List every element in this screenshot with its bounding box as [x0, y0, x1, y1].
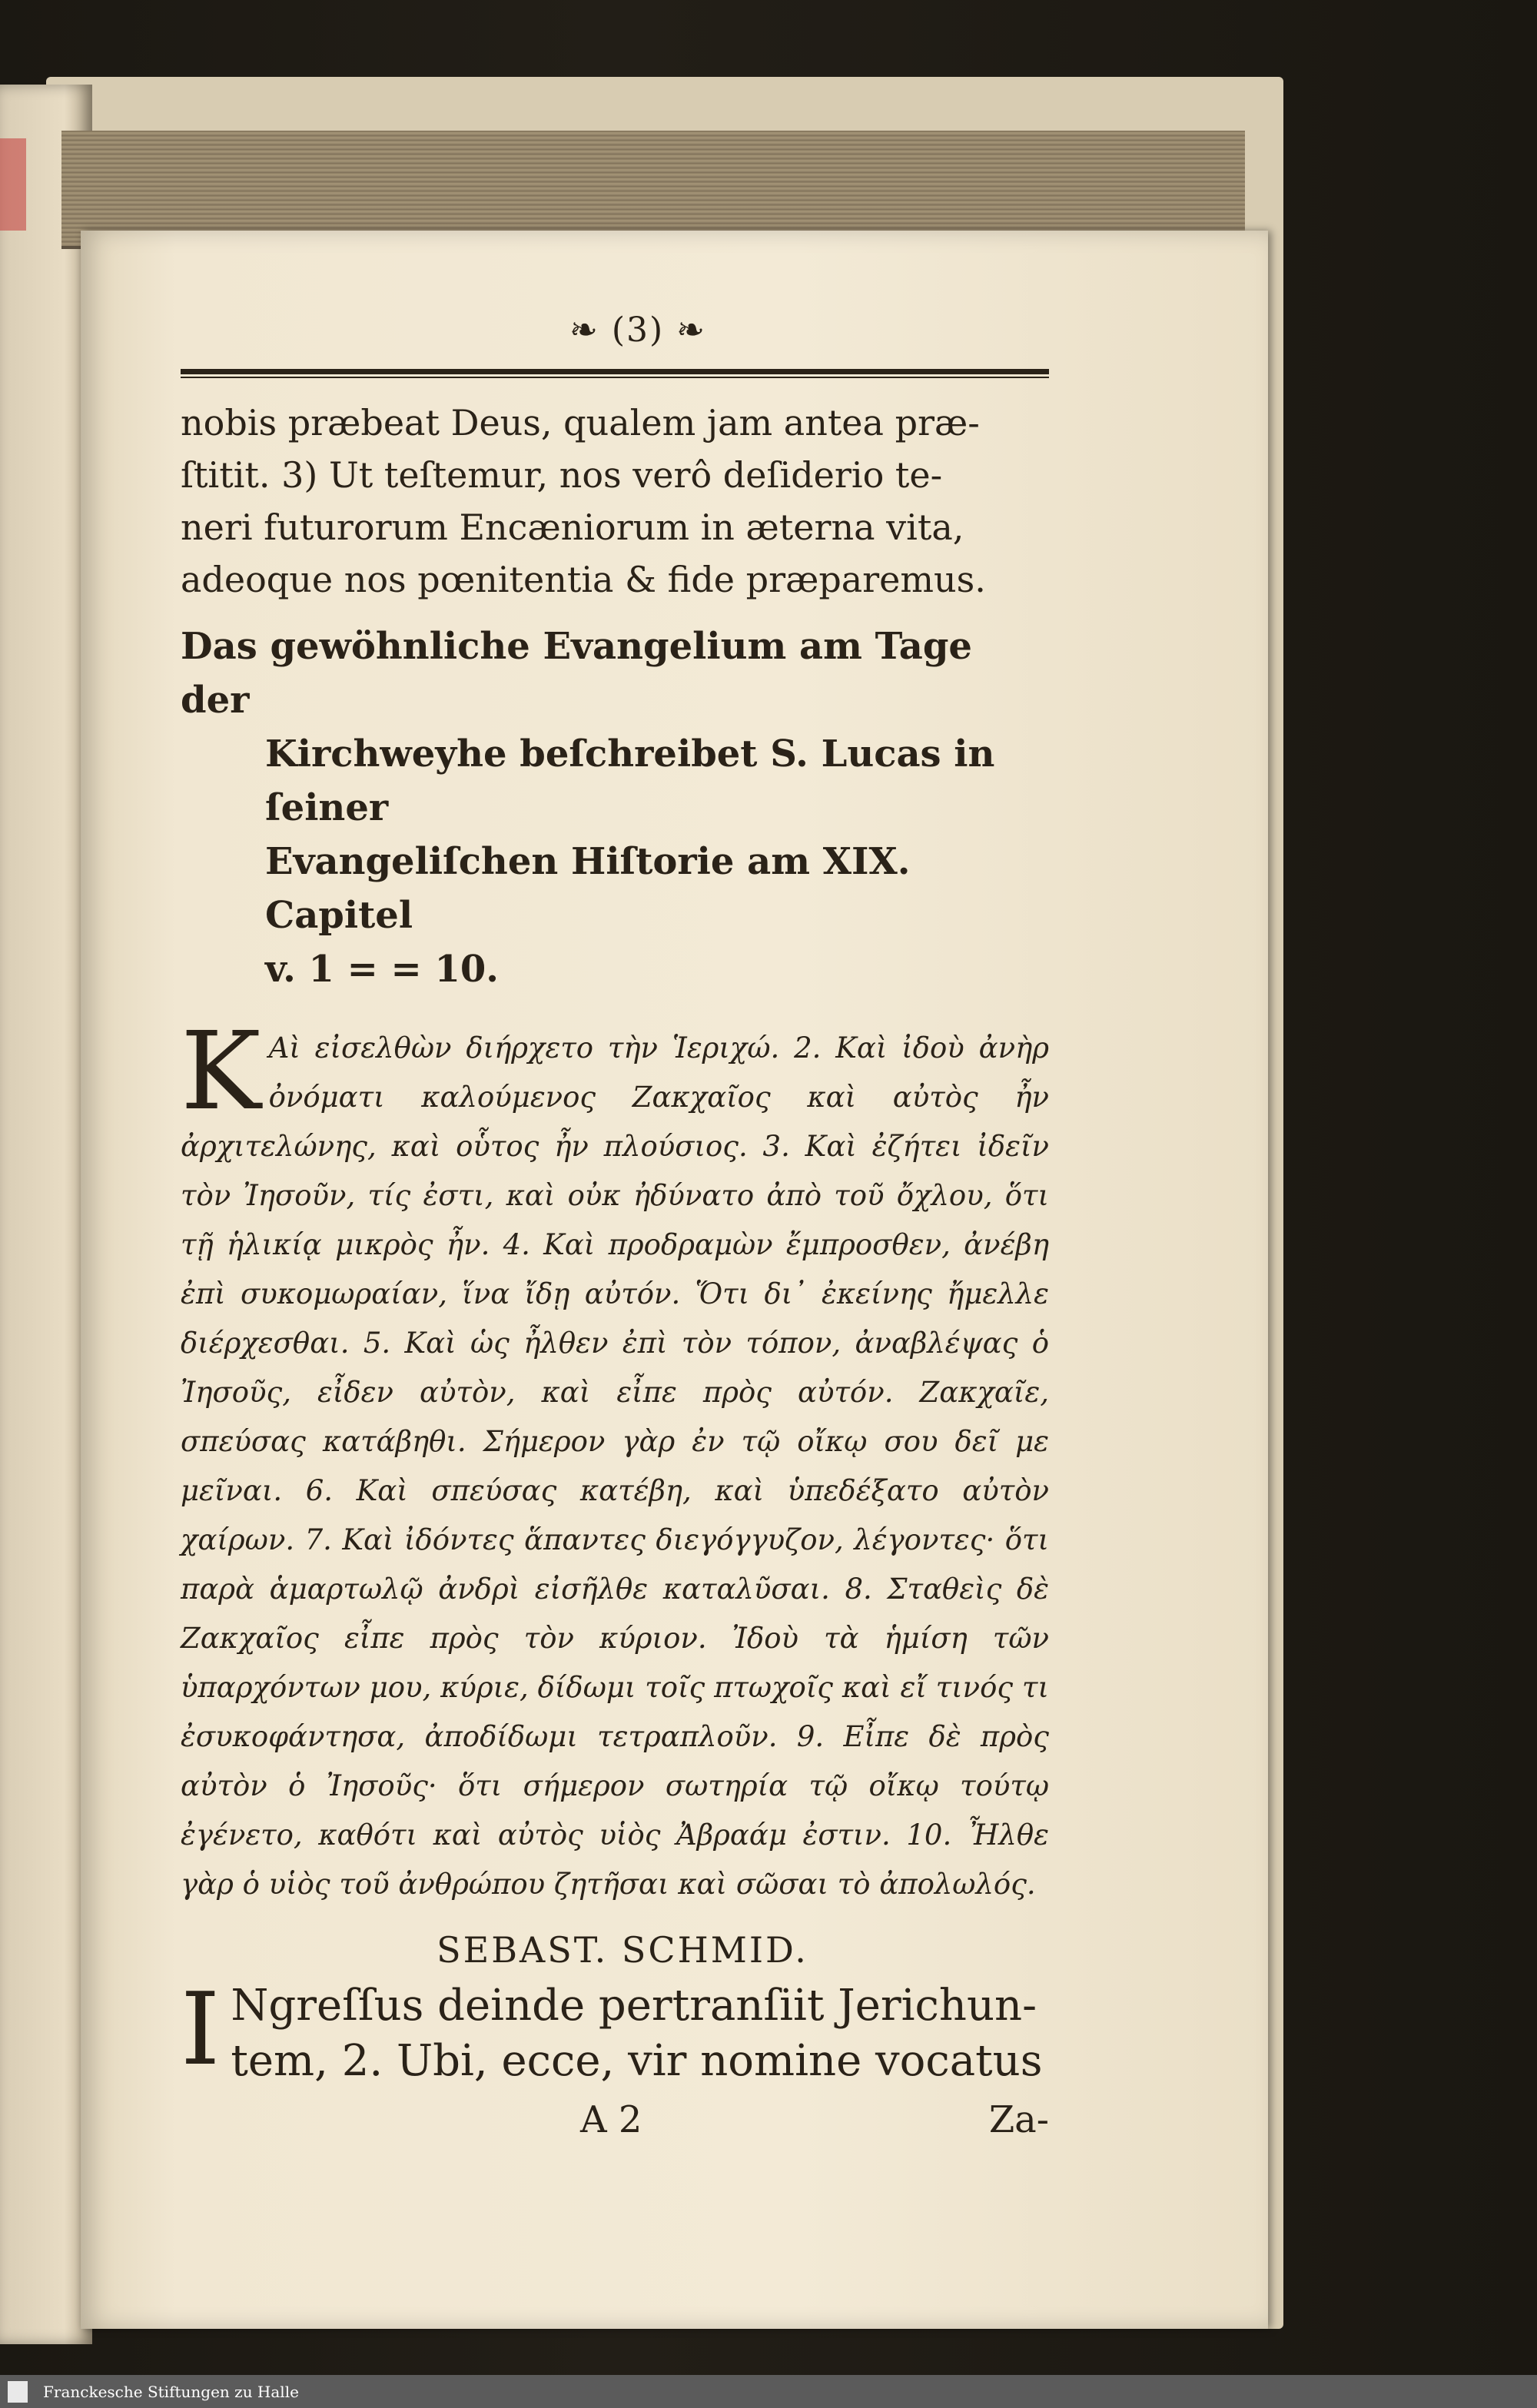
heading-line: Evangeliſchen Hiſtorie am XIX. Capitel [265, 840, 911, 937]
footer-credit: Franckesche Stiftungen zu Halle [43, 2383, 299, 2401]
header-rule [181, 369, 1049, 378]
commentary-line: Ngreſſus deinde pertranſiit Jerichun- [231, 1981, 1037, 2031]
greek-drop-cap: Κ [181, 1009, 261, 1134]
commentary-line: tem, 2. Ubi, ecce, vir nomine vocatus [231, 2036, 1043, 2086]
page-text [181, 307, 1064, 2141]
footer-bar [0, 2375, 1537, 2408]
signature-mark: A 2 [580, 2098, 642, 2141]
latin-line: nobis præbeat Deus, qualem jam antea præ- [181, 402, 980, 443]
latin-line: ſtitit. 3) Ut teſtemur, nos verô deſiderio te- [181, 454, 943, 496]
greek-body: Αὶ εἰσελθὼν διήρχετο τὴν Ἱεριχώ. 2. Καὶ ἰδοὺ ἀνὴρ ὀνόματι καλούμενος Ζακχαῖος καὶ αὐτὸς ἦν ἀρχιτελώνης, καὶ οὗτος ἦν πλούσιος. 3. Καὶ ἐζήτει ἰδεῖν τὸν Ἰησοῦν, τίς ἐστι, καὶ οὐκ ἠδύνατο ἀπὸ τοῦ ὄχλου, ὅτι τῇ ἡλικίᾳ μικρὸς ἦν. 4. Καὶ προδραμὼν ἔμπροσθεν, ἀνέβη ἐπὶ συκομωραίαν, ἵνα ἴδῃ αὐτόν. Ὅτι δι᾽ ἐκείνης ἤμελλε διέρχεσθαι. 5. Καὶ ὡς ἦλθεν ἐπὶ τὸν τόπον, ἀναβλέψας ὁ Ἰησοῦς, εἶδεν αὐτὸν, καὶ εἶπε πρὸς αὐτόν. Ζακχαῖε, σπεύσας κατάβηθι. Σήμερον γὰρ ἐν τῷ οἴκῳ σου δεῖ με μεῖναι. 6. Καὶ σπεύσας κατέβη, καὶ ὑπεδέξατο αὐτὸν χαίρων. 7. Καὶ ἰδόντες ἅπαντες διεγόγγυζον, λέγοντες· ὅτι παρὰ ἁμαρτωλῷ ἀνδρὶ εἰσῆλθε καταλῦσαι. 8. Σταθεὶς δὲ Ζακχαῖος εἶπε πρὸς τὸν κύριον. Ἰδοὺ τὰ ἡμίση τῶν ὑπαρχόντων μου, κύριε, δίδωμι τοῖς πτωχοῖς καὶ εἴ τινός τι ἐσυκοφάντησα, ἀποδίδωμι τετραπλοῦν. 9. Εἶπε δὲ πρὸς αὐτὸν ὁ Ἰησοῦς· ὅτι σήμερον σωτηρία τῷ οἴκῳ τούτῳ ἐγένετο, καθότι καὶ αὐτὸς υἱὸς Ἀβραάμ ἐστιν. 10. Ἦλθε γὰρ ὁ υἱὸς τοῦ ἀνθρώπου ζητῆσαι καὶ σῶσαι τὸ ἀπολωλός. [181, 1031, 1049, 1901]
institution-logo-icon [8, 2381, 28, 2403]
heading-line: Das gewöhnliche Evangelium am Tage der [181, 625, 972, 722]
latin-drop-cap: I [181, 1971, 221, 2087]
catchword: Za- [988, 2098, 1049, 2141]
latin-line: adeoque nos pœnitentia & fide præparemus. [181, 559, 986, 600]
latin-paragraph [181, 397, 1049, 606]
greek-gospel-text [181, 1009, 1049, 1909]
heading-line: Kirchweyhe beſchreibet S. Lucas in ſeiner [265, 732, 995, 829]
facing-page-edge [0, 85, 92, 2344]
bookmark-ribbon [0, 138, 26, 231]
heading-line: v. 1 = = 10. [265, 948, 499, 991]
commentary-paragraph [181, 1971, 1049, 2089]
running-head: ❧ (3) ❧ [569, 311, 707, 350]
author-line: SEBAST. SCHMID. [437, 1929, 808, 1971]
latin-line: neri futurorum Encæniorum in æterna vita, [181, 507, 964, 548]
gospel-heading [181, 619, 1049, 996]
signature-line [181, 2098, 1049, 2141]
